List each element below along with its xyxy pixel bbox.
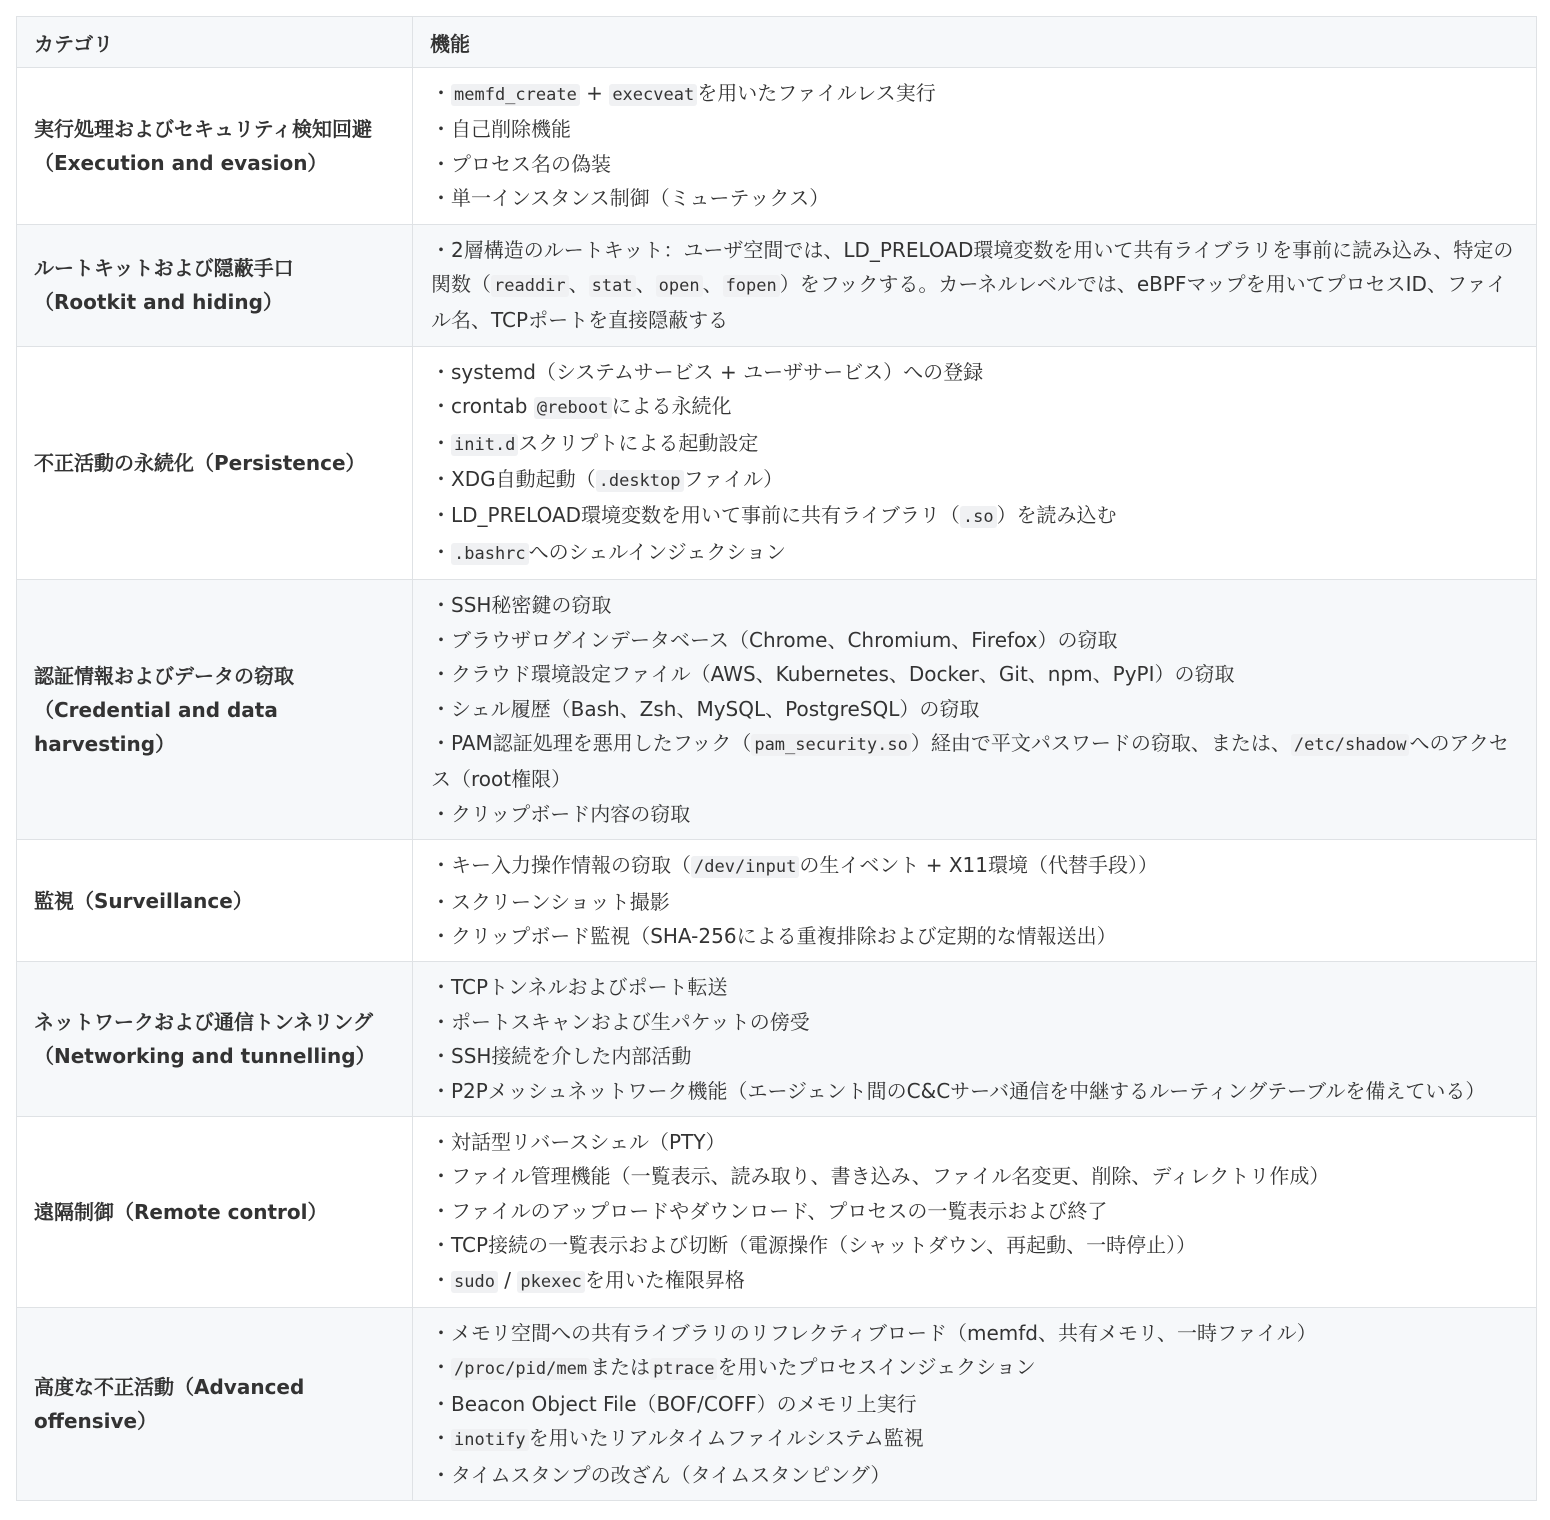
code-snippet: init.d: [451, 434, 518, 456]
feature-item: [431, 657, 1518, 691]
feature-text: ・キー入力操作情報の窃取（: [431, 853, 691, 878]
feature-text: を用いたリアルタイムファイルシステム監視: [528, 1426, 924, 1451]
feature-item: [431, 112, 1518, 146]
feature-text: の生イベント + X11環境（代替手段））: [799, 853, 1158, 878]
feature-item: [431, 1387, 1518, 1421]
code-snippet: pam_security.so: [751, 734, 911, 756]
code-snippet: /etc/shadow: [1291, 734, 1410, 756]
category-cell: 実行処理およびセキュリティ検知回避（Execution and evasion）: [17, 68, 413, 225]
table-row: [17, 962, 1537, 1117]
feature-cell: [413, 68, 1537, 225]
header-feature: 機能: [413, 17, 1537, 68]
feature-text: ・ファイルのアップロードやダウンロード、プロセスの一覧表示および終了: [431, 1198, 1108, 1223]
feature-text: /: [497, 1267, 518, 1292]
feature-text: ・systemd（システムサービス + ユーザサービス）への登録: [431, 359, 984, 384]
feature-item: [431, 1074, 1518, 1108]
feature-text: ・単一インスタンス制御（ミューテックス）: [431, 186, 830, 211]
feature-text: ・クリップボード監視（SHA-256による重複排除および定期的な情報送出）: [431, 923, 1117, 948]
code-snippet: /dev/input: [691, 856, 799, 878]
capability-table-container: [16, 16, 1536, 1501]
feature-item: [431, 1421, 1518, 1457]
feature-text: ・PAM認証処理を悪用したフック（: [431, 730, 752, 755]
feature-text: ・XDG自動起動（: [431, 467, 596, 492]
feature-cell: [413, 346, 1537, 579]
feature-item: [431, 588, 1518, 622]
capability-table: [16, 16, 1537, 1501]
code-snippet: pkexec: [517, 1271, 584, 1293]
feature-item: [431, 426, 1518, 462]
code-snippet: sudo: [451, 1271, 498, 1293]
feature-text: または: [590, 1355, 651, 1380]
code-snippet: /proc/pid/mem: [451, 1358, 590, 1380]
feature-cell: [413, 580, 1537, 840]
code-snippet: execveat: [609, 84, 697, 106]
table-row: [17, 1116, 1537, 1307]
feature-text: ・ポートスキャンおよび生パケットの傍受: [431, 1009, 810, 1034]
feature-text: ・タイムスタンプの改ざん（タイムスタンピング）: [431, 1462, 891, 1487]
feature-item: [431, 1316, 1518, 1350]
category-cell: 認証情報およびデータの窃取（Credential and data harvesting）: [17, 580, 413, 840]
feature-item: [431, 76, 1518, 112]
feature-text: ・シェル履歴（Bash、Zsh、MySQL、PostgreSQL）の窃取: [431, 696, 980, 721]
feature-cell: [413, 1308, 1537, 1501]
code-snippet: .bashrc: [451, 543, 529, 565]
feature-text: ・LD_PRELOAD環境変数を用いて事前に共有ライブラリ（: [431, 503, 960, 528]
feature-text: ・自己削除機能: [431, 117, 571, 142]
feature-item: [431, 797, 1518, 831]
feature-item: [431, 1194, 1518, 1228]
feature-text: ・プロセス名の偽装: [431, 151, 611, 176]
header-row: [17, 17, 1537, 68]
feature-text: ・SSH接続を介した内部活動: [431, 1044, 692, 1069]
feature-item: [431, 535, 1518, 571]
table-row: [17, 346, 1537, 579]
feature-item: [431, 1228, 1518, 1262]
feature-item: [431, 498, 1518, 534]
feature-text: ・Beacon Object File（BOF/COFF）のメモリ上実行: [431, 1391, 917, 1416]
code-snippet: readdir: [491, 275, 569, 297]
feature-item: [431, 726, 1518, 797]
feature-item: [431, 389, 1518, 425]
feature-cell: [413, 224, 1537, 346]
feature-item: [431, 1125, 1518, 1159]
feature-text: ・クリップボード内容の窃取: [431, 801, 691, 826]
feature-text: ファイル）: [683, 467, 784, 492]
table-row: [17, 68, 1537, 225]
feature-item: [431, 1263, 1518, 1299]
feature-text: +: [579, 81, 610, 105]
feature-text: を用いたプロセスインジェクション: [717, 1355, 1036, 1380]
code-snippet: open: [656, 275, 703, 297]
feature-text: 、: [635, 272, 656, 297]
feature-text: を用いたファイルレス実行: [697, 81, 936, 105]
feature-text: ・スクリーンショット撮影: [431, 889, 670, 914]
feature-cell: [413, 1116, 1537, 1307]
table-body: [17, 68, 1537, 1501]
feature-item: [431, 692, 1518, 726]
feature-item: [431, 355, 1518, 389]
feature-text: ・クラウド環境設定ファイル（AWS、Kubernetes、Docker、Git、npm、PyPI）の窃取: [431, 662, 1235, 687]
feature-text: ・: [431, 1426, 451, 1451]
feature-item: [431, 919, 1518, 953]
feature-item: [431, 1159, 1518, 1193]
feature-text: ・: [431, 1355, 451, 1380]
code-snippet: .desktop: [596, 470, 684, 492]
feature-item: [431, 1039, 1518, 1073]
feature-text: ・P2Pメッシュネットワーク機能（エージェント間のC&Cサーバ通信を中継するルーティングテーブルを備えている）: [431, 1078, 1486, 1103]
table-row: [17, 1308, 1537, 1501]
feature-item: [431, 1005, 1518, 1039]
category-cell: ルートキットおよび隠蔽手口（Rootkit and hiding）: [17, 224, 413, 346]
feature-text: ・TCP接続の一覧表示および切断（電源操作（シャットダウン、再起動、一時停止））: [431, 1233, 1197, 1258]
feature-text: ・ブラウザログインデータベース（Chrome、Chromium、Firefox）の窃取: [431, 627, 1118, 652]
table-row: [17, 840, 1537, 962]
feature-item: [431, 623, 1518, 657]
feature-text: ・TCPトンネルおよびポート転送: [431, 975, 728, 1000]
feature-text: ・: [431, 539, 451, 564]
feature-text: ・2層構造のルートキット：ユーザ空間では、LD_PRELOAD環境変数を用いて共有ライブラリを事前に読み込み、特定の関数（: [431, 237, 1514, 297]
code-snippet: fopen: [723, 275, 780, 297]
table-row: [17, 224, 1537, 346]
feature-text: ）をフックする。カーネルレベルでは、eBPFマップを用いてプロセスID、ファイル名、TCPポートを直接隠蔽する: [431, 272, 1507, 333]
code-snippet: memfd_create: [451, 84, 580, 106]
category-cell: ネットワークおよび通信トンネリング（Networking and tunnelling）: [17, 962, 413, 1117]
feature-item: [431, 970, 1518, 1004]
feature-item: [431, 848, 1518, 884]
code-snippet: @reboot: [534, 397, 612, 419]
feature-item: [431, 885, 1518, 919]
feature-text: へのシェルインジェクション: [528, 539, 786, 564]
category-cell: 監視（Surveillance）: [17, 840, 413, 962]
feature-text: スクリプトによる起動設定: [518, 430, 759, 455]
feature-text: 、: [702, 272, 723, 297]
feature-text: ・ファイル管理機能（一覧表示、読み取り、書き込み、ファイル名変更、削除、ディレクトリ作成）: [431, 1164, 1330, 1189]
feature-text: へのアクセス（root権限）: [431, 730, 1509, 792]
table-row: [17, 580, 1537, 840]
header-category: カテゴリ: [17, 17, 413, 68]
code-snippet: ptrace: [650, 1358, 717, 1380]
category-cell: 不正活動の永続化（Persistence）: [17, 346, 413, 579]
feature-text: ・crontab: [431, 394, 534, 419]
feature-item: [431, 181, 1518, 215]
feature-text: ・: [431, 430, 451, 455]
feature-text: ・: [431, 1267, 451, 1292]
code-snippet: .so: [960, 506, 997, 528]
feature-item: [431, 1350, 1518, 1386]
feature-item: [431, 462, 1518, 498]
code-snippet: inotify: [451, 1429, 529, 1451]
feature-text: ）経由で平文パスワードの窃取、または、: [910, 730, 1291, 755]
feature-text: ・: [431, 81, 451, 105]
feature-cell: [413, 962, 1537, 1117]
feature-text: ・メモリ空間への共有ライブラリのリフレクティブロード（memfd、共有メモリ、一時ファイル）: [431, 1321, 1317, 1345]
category-cell: 高度な不正活動（Advanced offensive）: [17, 1308, 413, 1501]
feature-text: ・対話型リバースシェル（PTY）: [431, 1129, 726, 1154]
feature-text: 、: [568, 272, 589, 297]
feature-text: による永続化: [611, 394, 732, 419]
feature-item: [431, 147, 1518, 181]
feature-text: ）を読み込む: [996, 503, 1117, 528]
feature-cell: [413, 840, 1537, 962]
category-cell: 遠隔制御（Remote control）: [17, 1116, 413, 1307]
feature-text: を用いた権限昇格: [584, 1267, 745, 1292]
feature-item: [431, 233, 1518, 338]
feature-text: ・SSH秘密鍵の窃取: [431, 593, 612, 618]
code-snippet: stat: [589, 275, 636, 297]
feature-item: [431, 1458, 1518, 1492]
